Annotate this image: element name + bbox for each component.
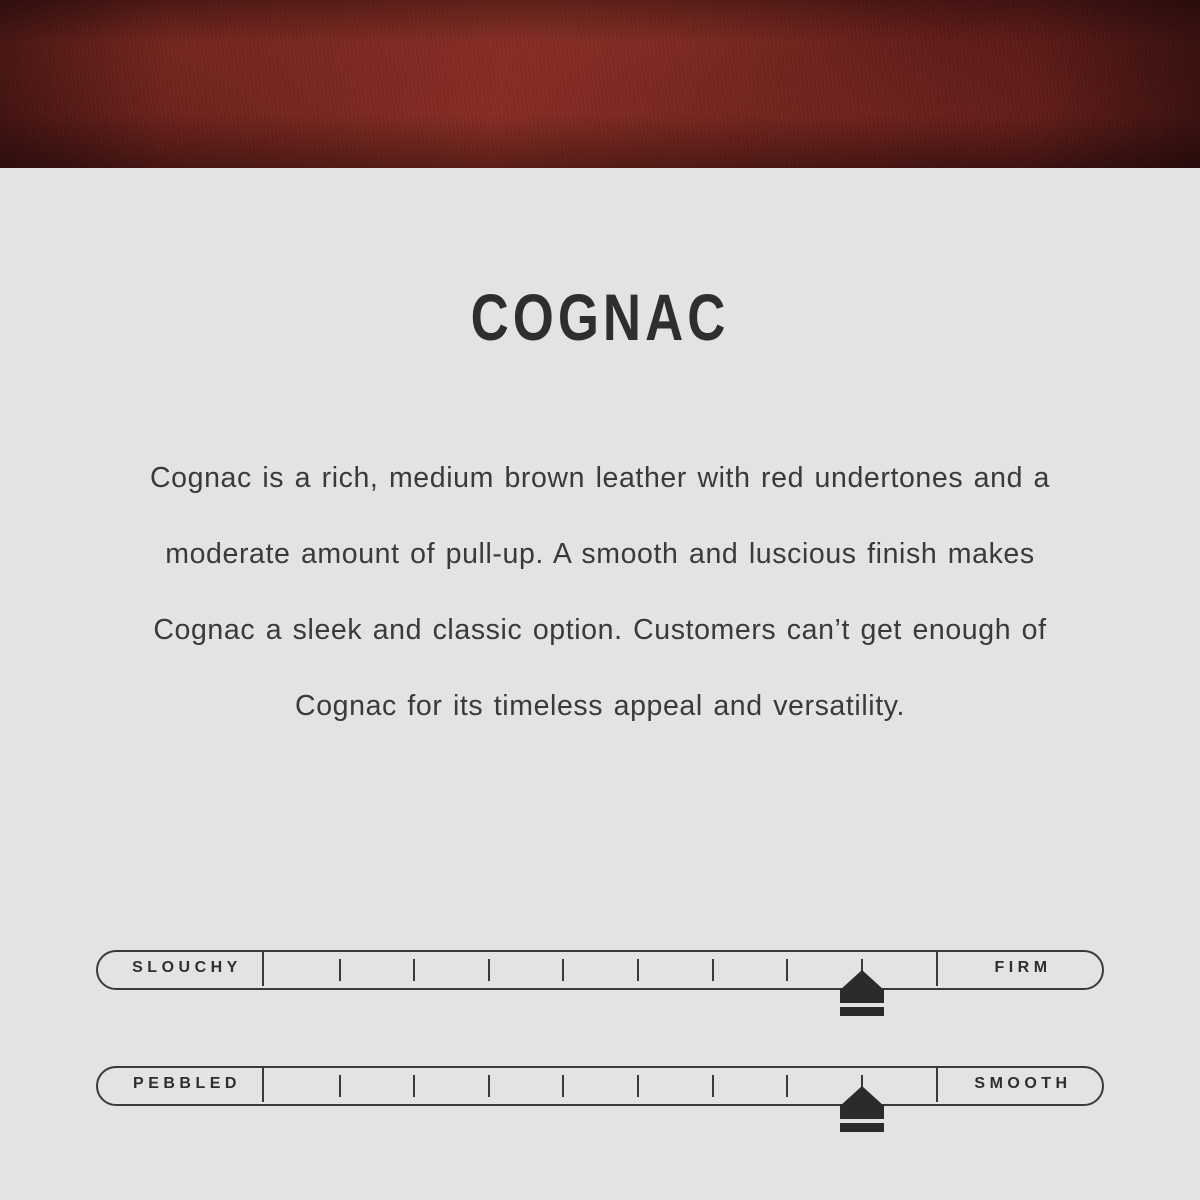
scale-firmness-right-label: FIRM (936, 950, 1102, 986)
scale-firmness-ticks (264, 952, 936, 988)
tick-mark (562, 1075, 564, 1097)
scale-texture-left-label: PEBBLED (98, 1066, 264, 1102)
marker-foot (840, 1007, 884, 1016)
tick-mark (712, 959, 714, 981)
leather-swatch-image (0, 0, 1200, 168)
scale-firmness-marker (840, 970, 884, 1022)
tick-mark (786, 1075, 788, 1097)
tick-mark (488, 1075, 490, 1097)
scale-texture (96, 1066, 1104, 1106)
tick-mark (413, 1075, 415, 1097)
tick-mark (413, 959, 415, 981)
marker-body (840, 1105, 884, 1119)
scale-texture-ticks (264, 1068, 936, 1104)
page-title: COGNAC (470, 280, 730, 354)
scale-firmness (96, 950, 1104, 990)
tick-mark (339, 1075, 341, 1097)
scale-texture-right-label: SMOOTH (936, 1066, 1102, 1102)
card-content (0, 168, 1200, 1200)
tick-mark (637, 1075, 639, 1097)
tick-mark (712, 1075, 714, 1097)
description-text: Cognac is a rich, medium brown leather with red undertones and a moderate amount of pull-up. A smooth and luscious finish makes Cognac a sleek and classic option. Customers can’t get enough of Cognac for its timeless appeal and versatility. (149, 462, 1051, 722)
tick-mark (637, 959, 639, 981)
marker-head-icon (840, 1086, 884, 1106)
marker-foot (840, 1123, 884, 1132)
leather-vignette (0, 0, 1200, 168)
tick-mark (562, 959, 564, 981)
tick-mark (488, 959, 490, 981)
scale-firmness-left-label: SLOUCHY (98, 950, 264, 986)
leather-grain-texture (0, 0, 1200, 168)
marker-head-icon (840, 970, 884, 990)
marker-body (840, 989, 884, 1003)
scale-texture-marker (840, 1086, 884, 1138)
tick-mark (339, 959, 341, 981)
tick-mark (786, 959, 788, 981)
